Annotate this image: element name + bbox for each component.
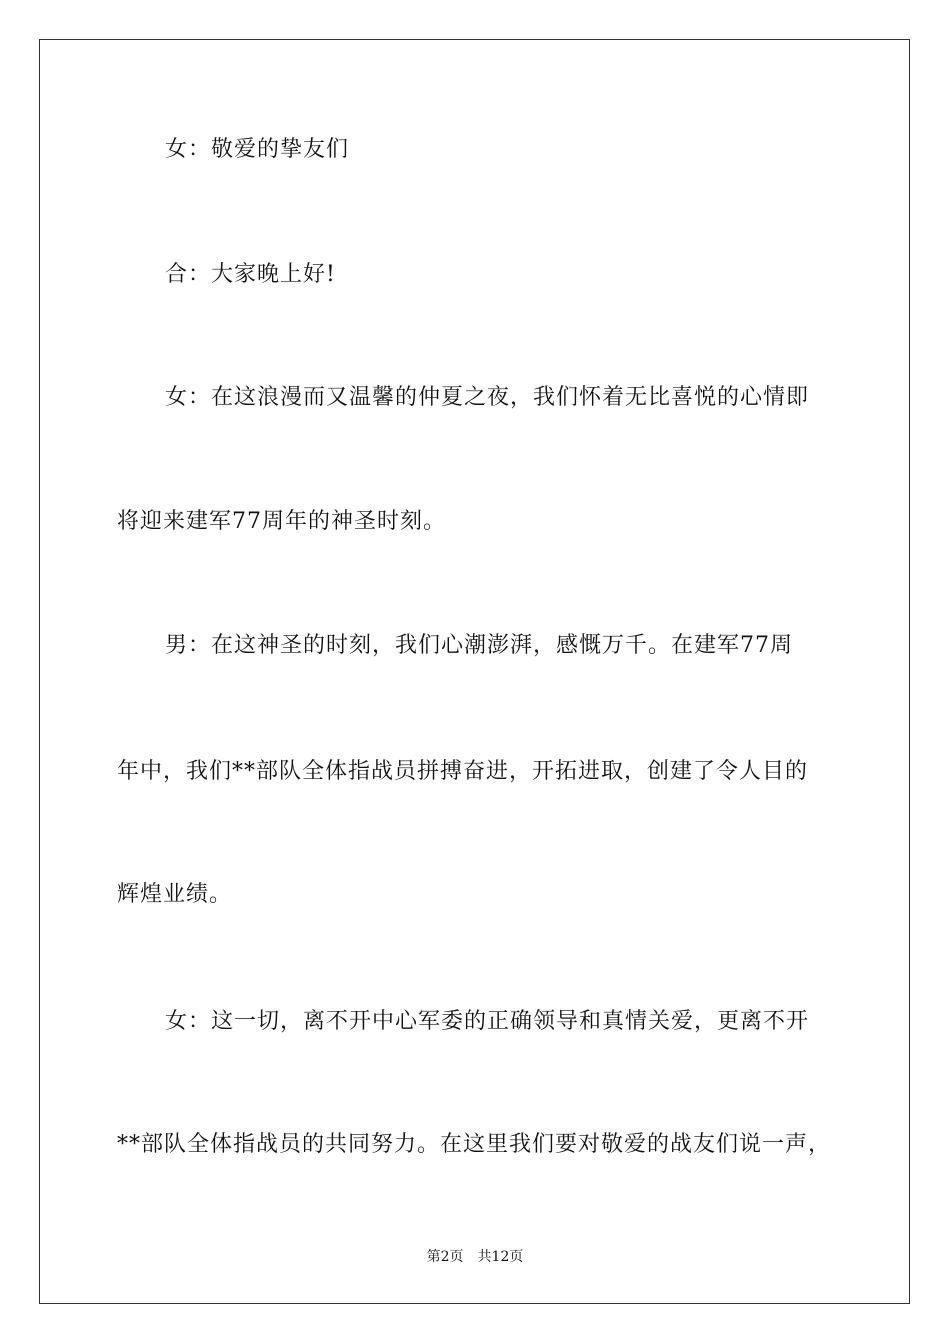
dialogue-line-6: 年中，我们**部队全体指战员拼搏奋进，开拓进取，创建了令人目的 <box>117 759 809 784</box>
page-footer <box>0 1247 950 1267</box>
dialogue-line-3: 女：在这浪漫而又温馨的仲夏之夜，我们怀着无比喜悦的心情即 <box>165 385 810 410</box>
dialogue-line-2: 合：大家晚上好! <box>165 262 336 287</box>
dialogue-line-9: **部队全体指战员的共同努力。在这里我们要对敬爱的战友们说一声， <box>117 1132 832 1157</box>
page-total: 共12页 <box>477 1249 524 1265</box>
dialogue-line-5: 男：在这神圣的时刻，我们心潮澎湃，感慨万千。在建军77周 <box>165 633 793 658</box>
page-frame <box>39 39 910 1304</box>
dialogue-line-4: 将迎来建军77周年的神圣时刻。 <box>117 509 446 534</box>
page-number: 第2页 <box>426 1249 464 1265</box>
dialogue-line-7: 辉煌业绩。 <box>117 882 233 907</box>
dialogue-line-1: 女：敬爱的挚友们 <box>165 137 350 162</box>
dialogue-line-8: 女：这一切，离不开中心军委的正确领导和真情关爱，更离不开 <box>165 1009 810 1034</box>
